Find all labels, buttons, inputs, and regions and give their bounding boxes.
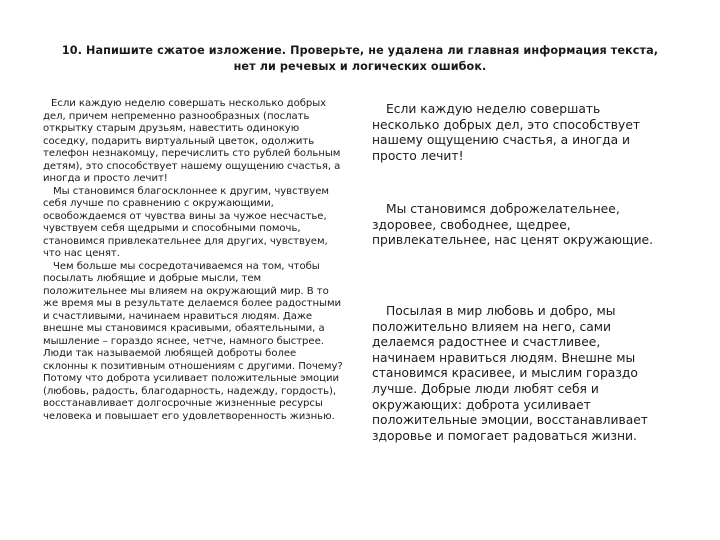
summary-paragraph-3: Посылая в мир любовь и добро, мы положительно влияем на него, сами делаемся радостнее и счастливее, начинаем нравиться людям. Внешне мы становимся красивее, и мыслим гораздо лучше. Добрые люди любят себя и окружающих: доброта усиливает положительные эмоции, восстанавливает здоровье и помогает радоваться жизни. (372, 304, 648, 443)
summary-block-2 (372, 202, 667, 249)
task-title: 10. Напишите сжатое изложение. Проверьте, не удалена ли главная информация текста, нет ли речевых и логических ошибок. (61, 44, 659, 73)
original-paragraph-3: Чем больше мы сосредотачиваемся на том, чтобы посылать любящие и добрые мысли, тем положительнее мы влияем на окружающий мир. В то же время мы в результате делаемся более радостными и счастливыми, начинаем нравиться людям. Даже внешне мы становимся красивыми, обаятельными, а мышление – гораздо яснее, четче, намного быстрее. Люди так называемой любящей доброты более склонны к позитивным отношениям с другими. Почему? Потому что доброта усиливает положительные эмоции (любовь, радость, благодарность, надежду, гордость), восстанавливает долгосрочные жизненные ресурсы человека и повышает его удовлетворенность жизнью. (43, 260, 343, 422)
original-text (43, 98, 343, 423)
original-paragraph-2: Мы становимся благосклоннее к другим, чувствуем себя лучше по сравнению с окружающими, освобождаемся от чувства вины за чужое несчастье, чувствуем себя щедрыми и способными помочь, становимся привлекательнее для других, чувствуем, что нас ценят. (43, 185, 329, 259)
original-paragraph-1: Если каждую неделю совершать несколько добрых дел, причем непременно разнообразных (послать открытку старым друзьям, навестить одинокую соседку, подарить виртуальный цветок, одолжить телефон незнакомцу, перечислить сто рублей больным детям), это способствует нашему ощущению счастья, а иногда и просто лечит! (43, 98, 341, 184)
summary-paragraph-1: Если каждую неделю совершать несколько добрых дел, это способствует нашему ощущению счастья, а иногда и просто лечит! (372, 102, 641, 163)
summary-block-3 (372, 304, 667, 444)
summary-paragraph-2: Мы становимся доброжелательнее, здоровее, свободнее, щедрее, привлекательнее, нас ценят окружающие. (372, 202, 654, 248)
summary-block-1 (372, 102, 667, 164)
